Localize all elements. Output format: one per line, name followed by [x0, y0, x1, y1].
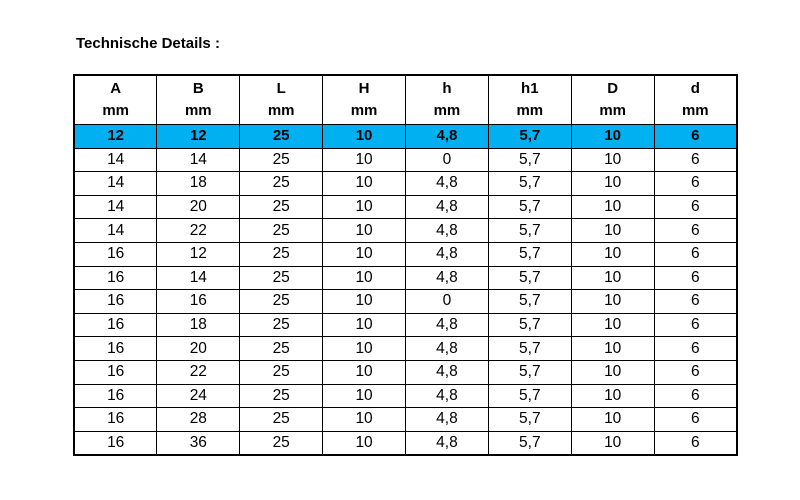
table-cell: 10 [571, 337, 654, 361]
table-cell: 6 [654, 313, 737, 337]
table-cell: 5,7 [488, 195, 571, 219]
table-row [74, 266, 737, 290]
table-cell: 5,7 [488, 219, 571, 243]
table-cell: 10 [323, 431, 406, 455]
column-unit: mm [433, 102, 461, 119]
table-cell: 16 [74, 266, 157, 290]
table-cell: 25 [240, 408, 323, 432]
column-name: L [276, 80, 286, 97]
table-cell: 25 [240, 431, 323, 455]
table-cell: 6 [654, 408, 737, 432]
table-cell: 4,8 [406, 408, 489, 432]
table-cell: 16 [74, 242, 157, 266]
table-cell: 12 [74, 125, 157, 149]
table-cell: 10 [571, 172, 654, 196]
table-cell: 25 [240, 313, 323, 337]
table-cell: 20 [157, 337, 240, 361]
table-row [74, 172, 737, 196]
column-header-d-upper [571, 75, 654, 125]
table-cell: 14 [74, 148, 157, 172]
table-cell: 5,7 [488, 337, 571, 361]
column-name: D [607, 80, 619, 97]
table-cell: 25 [240, 290, 323, 314]
table-cell: 4,8 [406, 337, 489, 361]
table-cell: 6 [654, 195, 737, 219]
table-cell: 16 [74, 313, 157, 337]
column-header-a [74, 75, 157, 125]
table-cell: 10 [323, 290, 406, 314]
table-cell: 25 [240, 148, 323, 172]
table-cell: 16 [74, 360, 157, 384]
table-cell: 12 [157, 242, 240, 266]
table-cell: 10 [571, 195, 654, 219]
table-row [74, 337, 737, 361]
table-cell: 4,8 [406, 219, 489, 243]
column-name: h1 [521, 80, 539, 97]
table-cell: 6 [654, 125, 737, 149]
table-cell: 25 [240, 219, 323, 243]
table-cell: 6 [654, 431, 737, 455]
table-cell: 10 [323, 360, 406, 384]
table-cell: 14 [157, 266, 240, 290]
column-name: B [192, 80, 204, 97]
table-cell: 22 [157, 219, 240, 243]
table-row [74, 219, 737, 243]
table-cell: 10 [571, 242, 654, 266]
table-cell: 20 [157, 195, 240, 219]
table-cell: 18 [157, 172, 240, 196]
table-cell: 16 [74, 384, 157, 408]
column-name: A [110, 80, 122, 97]
table-cell: 6 [654, 266, 737, 290]
table-cell: 10 [323, 337, 406, 361]
table-cell: 14 [74, 219, 157, 243]
table-row [74, 360, 737, 384]
table-cell: 6 [654, 384, 737, 408]
column-header-d-lower [654, 75, 737, 125]
table-cell: 4,8 [406, 195, 489, 219]
table-cell: 16 [157, 290, 240, 314]
column-name: h [442, 80, 452, 97]
table-cell: 6 [654, 290, 737, 314]
table-cell: 5,7 [488, 313, 571, 337]
table-cell: 10 [571, 431, 654, 455]
column-unit: mm [681, 102, 709, 119]
table-cell: 25 [240, 337, 323, 361]
table-row-highlighted [74, 125, 737, 149]
table-cell: 4,8 [406, 172, 489, 196]
table-cell: 16 [74, 290, 157, 314]
table-cell: 6 [654, 172, 737, 196]
page-title: Technische Details : [76, 35, 220, 52]
table-cell: 4,8 [406, 313, 489, 337]
table-cell: 14 [157, 148, 240, 172]
table-row [74, 431, 737, 455]
table-row [74, 290, 737, 314]
table-cell: 10 [571, 125, 654, 149]
column-unit: mm [599, 102, 627, 119]
table-cell: 5,7 [488, 242, 571, 266]
technical-details-table [73, 74, 738, 456]
table-cell: 4,8 [406, 266, 489, 290]
table-cell: 10 [571, 408, 654, 432]
table-cell: 4,8 [406, 360, 489, 384]
table-cell: 0 [406, 290, 489, 314]
table-cell: 6 [654, 219, 737, 243]
column-name: d [690, 80, 700, 97]
table-cell: 16 [74, 337, 157, 361]
table-cell: 4,8 [406, 125, 489, 149]
table-cell: 10 [323, 125, 406, 149]
column-unit: mm [267, 102, 295, 119]
table-cell: 5,7 [488, 384, 571, 408]
table-cell: 25 [240, 125, 323, 149]
table-cell: 25 [240, 360, 323, 384]
table-row [74, 242, 737, 266]
column-header-b [157, 75, 240, 125]
table-row [74, 384, 737, 408]
table-cell: 0 [406, 148, 489, 172]
table-cell: 10 [323, 195, 406, 219]
table-cell: 25 [240, 266, 323, 290]
table-cell: 14 [74, 172, 157, 196]
table-cell: 4,8 [406, 384, 489, 408]
table-header [74, 75, 737, 125]
table-cell: 6 [654, 242, 737, 266]
column-header-l [240, 75, 323, 125]
table-cell: 10 [571, 266, 654, 290]
table-cell: 10 [323, 219, 406, 243]
column-unit: mm [350, 102, 378, 119]
table-row [74, 408, 737, 432]
table-cell: 5,7 [488, 408, 571, 432]
table-cell: 10 [571, 313, 654, 337]
table-cell: 25 [240, 242, 323, 266]
table-cell: 24 [157, 384, 240, 408]
table-cell: 10 [323, 408, 406, 432]
table-cell: 5,7 [488, 360, 571, 384]
table-cell: 25 [240, 195, 323, 219]
table-cell: 36 [157, 431, 240, 455]
table-cell: 16 [74, 408, 157, 432]
table-cell: 10 [323, 172, 406, 196]
table-cell: 22 [157, 360, 240, 384]
table-cell: 5,7 [488, 266, 571, 290]
column-unit: mm [516, 102, 544, 119]
header-row [74, 75, 737, 125]
table-cell: 6 [654, 337, 737, 361]
table-cell: 5,7 [488, 431, 571, 455]
table-cell: 10 [323, 148, 406, 172]
table-cell: 10 [323, 266, 406, 290]
column-header-h-lower [406, 75, 489, 125]
table-row [74, 148, 737, 172]
column-header-h1 [488, 75, 571, 125]
table-cell: 10 [571, 219, 654, 243]
table-cell: 25 [240, 172, 323, 196]
column-unit: mm [102, 102, 130, 119]
table-cell: 16 [74, 431, 157, 455]
table-cell: 6 [654, 148, 737, 172]
table-cell: 10 [571, 360, 654, 384]
table-cell: 10 [571, 290, 654, 314]
table-cell: 18 [157, 313, 240, 337]
table-cell: 5,7 [488, 125, 571, 149]
table-cell: 28 [157, 408, 240, 432]
column-unit: mm [184, 102, 212, 119]
table-cell: 10 [323, 242, 406, 266]
table-cell: 6 [654, 360, 737, 384]
table-cell: 14 [74, 195, 157, 219]
table-cell: 5,7 [488, 148, 571, 172]
table-row [74, 313, 737, 337]
table-cell: 5,7 [488, 290, 571, 314]
table-cell: 25 [240, 384, 323, 408]
table-cell: 10 [323, 384, 406, 408]
table-cell: 4,8 [406, 242, 489, 266]
table-cell: 10 [323, 313, 406, 337]
table-body [74, 125, 737, 456]
table-cell: 4,8 [406, 431, 489, 455]
table-cell: 10 [571, 148, 654, 172]
table-cell: 12 [157, 125, 240, 149]
table-cell: 10 [571, 384, 654, 408]
table-cell: 5,7 [488, 172, 571, 196]
column-header-h-upper [323, 75, 406, 125]
column-name: H [358, 80, 370, 97]
table-row [74, 195, 737, 219]
